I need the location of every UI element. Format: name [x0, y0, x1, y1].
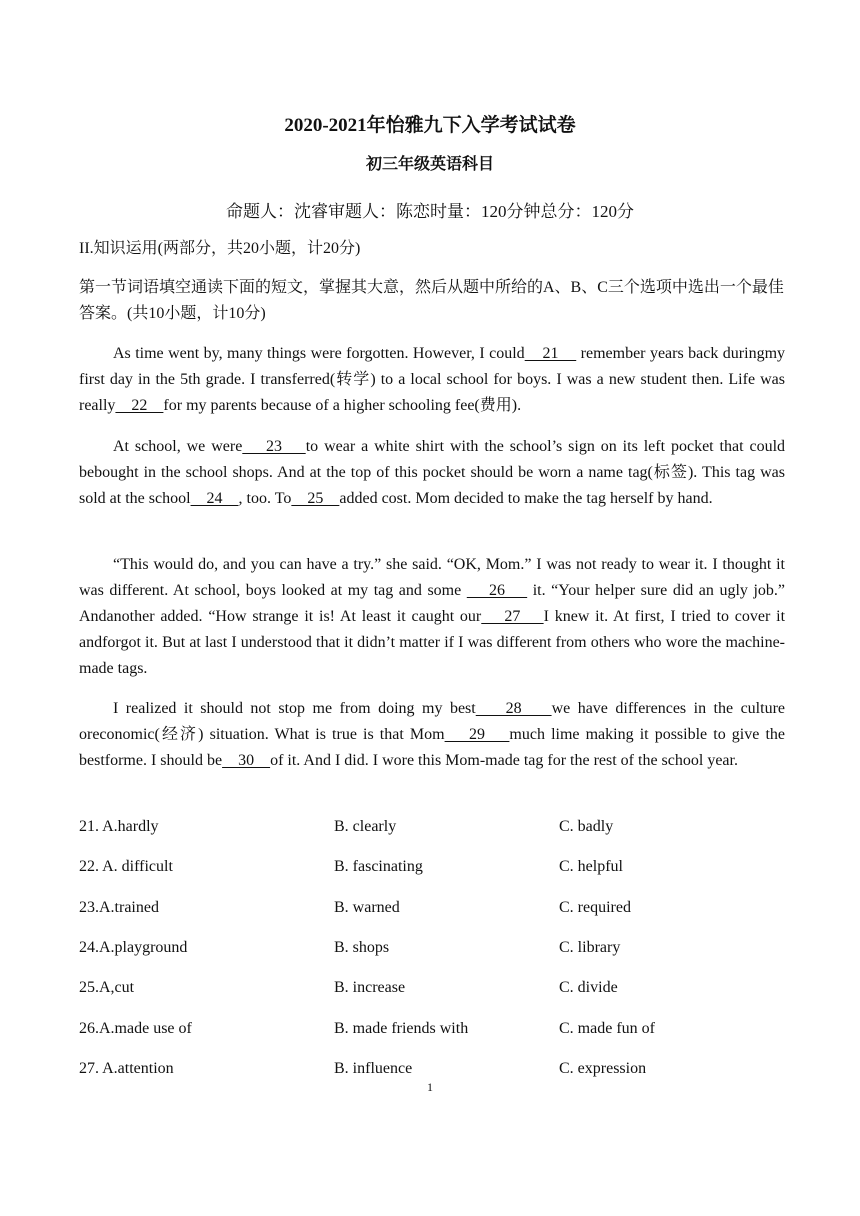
option-a: 21. A.hardly: [79, 818, 159, 835]
paragraph-text: of it. And I did. I wore this Mom-made tag for the rest of the school year.: [270, 752, 738, 769]
paragraph-text: much lime making it possible to give the bestforme. I should be: [79, 726, 785, 769]
passage-paragraph-2: [79, 434, 785, 512]
blank-25: 25: [291, 490, 340, 507]
paragraph-text: remember years back duringmy first day in the 5th grade. I transferred(转学) to a local school for boys. I was a new student then. Life was really: [79, 345, 786, 414]
paragraph-text: At school, we were: [113, 438, 243, 455]
option-row-25: [79, 975, 785, 1001]
option-a: 22. A. difficult: [79, 858, 173, 875]
option-row-23: [79, 895, 785, 921]
option-b: B. shops: [334, 939, 390, 956]
option-b: B. fascinating: [334, 858, 423, 875]
page-number: 1: [427, 1080, 433, 1094]
option-b: B. influence: [334, 1060, 413, 1077]
paragraph-text: I knew it. At first, I tried to cover it andforgot it. But at last I understood that it didn’t matter if I was different from others who wore the machine- made tags.: [79, 608, 786, 677]
option-b: B. made friends with: [334, 1020, 469, 1037]
option-a: 26.A.made use of: [79, 1020, 192, 1037]
exam-title: 2020-2021年怡雅九下入学考试试卷: [284, 115, 576, 136]
option-c: C. expression: [559, 1060, 647, 1077]
option-a: 27. A.attention: [79, 1060, 174, 1077]
passage-paragraph-3: [79, 552, 785, 682]
section-instructions: 第一节词语填空通读下面的短文，掌握其大意，然后从题中所给的A、B、C三个选项中选出一个最佳答案。(共10小题，计10分): [79, 279, 784, 322]
paragraph-text: to wear a white shirt with the school’s sign on its left pocket that could bebought in the school shops. And at the top of this pocket should be worn a name tag(标签). This tag was sold at the school: [79, 438, 786, 507]
passage-paragraph-1: [79, 341, 785, 419]
option-row-22: [79, 854, 785, 880]
option-c: C. made fun of: [559, 1020, 655, 1037]
paragraph-text: we have differences in the culture oreconomic(经济) situation. What is true is that Mom: [79, 700, 786, 743]
blank-23: 23: [242, 438, 306, 455]
blank-21: 21: [524, 345, 577, 362]
blank-22: 22: [115, 397, 164, 414]
paragraph-text: As time went by, many things were forgotten. However, I could: [113, 345, 525, 362]
option-c: C. divide: [559, 979, 618, 996]
paragraph-text: “This would do, and you can have a try.” she said. “OK, Mom.” I was not ready to wear it. I thought it was different. At school, boys looked at my tag and some: [79, 556, 785, 599]
blank-28: 28: [475, 700, 552, 717]
option-row-27: [79, 1056, 785, 1082]
option-c: C. required: [559, 899, 631, 916]
option-b: B. warned: [334, 899, 400, 916]
blank-30: 30: [222, 752, 271, 769]
paragraph-text: I realized it should not stop me from doing my best: [113, 700, 476, 717]
option-row-21: [79, 814, 785, 840]
option-row-24: [79, 935, 785, 961]
option-c: C. helpful: [559, 858, 623, 875]
option-c: C. badly: [559, 818, 614, 835]
exam-subtitle: 初三年级英语科目: [365, 156, 494, 173]
option-a: 23.A.trained: [79, 899, 159, 916]
part-heading: II.知识运用(两部分，共20小题，计20分): [79, 240, 361, 257]
paragraph-text: added cost. Mom decided to make the tag herself by hand.: [339, 490, 713, 507]
exam-meta: 命题人：沈睿审题人：陈恋时量：120分钟总分：120分: [226, 202, 634, 221]
paragraph-text: , too. To: [238, 490, 292, 507]
passage-paragraph-4: [79, 696, 785, 774]
option-b: B. increase: [334, 979, 406, 996]
option-c: C. library: [559, 939, 621, 956]
blank-26: 26: [466, 582, 528, 599]
blank-24: 24: [190, 490, 239, 507]
option-a: 25.A,cut: [79, 979, 135, 996]
option-a: 24.A.playground: [79, 939, 188, 956]
paragraph-text: for my parents because of a higher schooling fee(费用).: [163, 397, 522, 414]
paragraph-text: it. “Your helper sure did an ugly job.” Andanother added. “How strange it is! At least it caught our: [79, 582, 786, 625]
blank-29: 29: [444, 726, 510, 743]
option-row-26: [79, 1016, 785, 1042]
option-b: B. clearly: [334, 818, 397, 835]
blank-27: 27: [481, 608, 544, 625]
